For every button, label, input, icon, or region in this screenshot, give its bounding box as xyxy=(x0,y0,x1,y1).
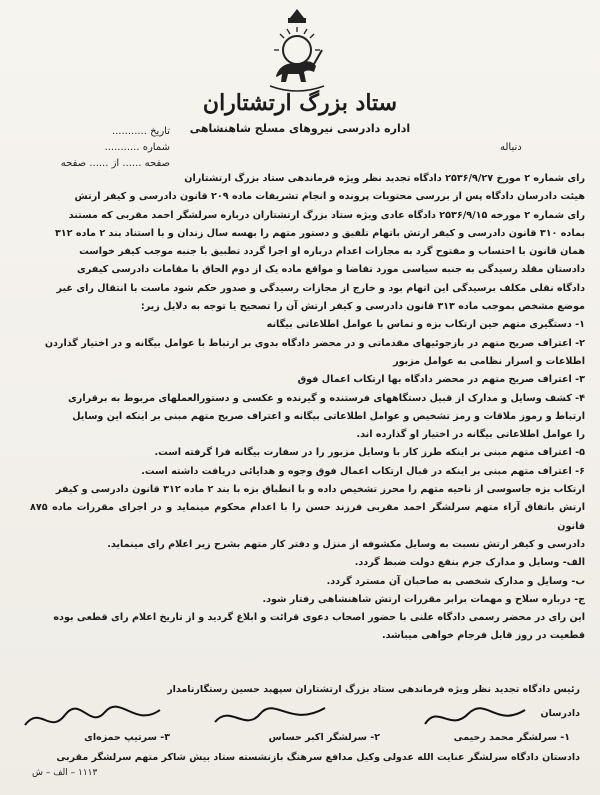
letter-meta xyxy=(50,126,170,174)
body-line: ج- درباره سلاح و مهمات برابر مقررات ارتش شاهنشاهی رفتار شود. xyxy=(262,593,585,605)
organization-title: ستاد بزرگ ارتشتاران xyxy=(202,90,398,116)
body-line: ارتباط و رموز ملاقات و رمز تشخیص و عوامل اطلاعاتی بیگانه و اعتراف صریح متهم مبنی بر اینکه این وسایل xyxy=(72,410,585,422)
body-line: ارتش باتفاق آراء متهم سرلشگر احمد مقربی فرزند حسن را با اعدام محکوم مینماید و در اجرای مقررات ماده ۸۷۵ قانون xyxy=(30,502,585,532)
body-line: ارتکاب بزه جاسوسی از ناحیه متهم را محرز تشخیص داده و با انطباق بزه با بند ۲ ماده ۳۱۲ قانون دادرسی و کیفر xyxy=(55,484,585,496)
body-line: را عوامل اطلاعاتی بیگانه در اختیار او گذارده اند. xyxy=(356,429,585,441)
date-field: تاریخ ........... xyxy=(111,126,170,137)
body-line: اطلاعات و اسرار نظامی به عوامل مزبور xyxy=(393,355,585,367)
body-line: دادستان مقلد رسیدگی به جنبه سیاسی مورد تقاضا و مواقع ماده یک از دوم الحاق با مقامات دادرسی کیفری xyxy=(77,264,585,276)
department-subtitle: اداره دادرسی نیروهای مسلح شاهنشاهی xyxy=(189,122,411,135)
body-line: این رای در محضر رسمی دادگاه علنی با حضور اصحاب دعوی قرائت و ابلاغ گردید و از تاریخ اعلام رای قطعی بوده xyxy=(53,612,585,624)
judge-1: ۱- سرلشگر محمد رحیمی xyxy=(453,732,570,743)
body-line: ۲- اعتراف صریح متهم در بازجوئیهای مقدماتی و در محضر دادگاه بدوی بر ارتباط با عوامل بیگانه و در اختیار گذاردن xyxy=(44,337,585,349)
body-line: ۵- اعتراف متهم مبنی بر اینکه طرز کار با وسایل مزبور را در سفارت بیگانه فرا گرفته است. xyxy=(154,447,585,459)
number-field: شماره ........... xyxy=(104,142,170,153)
body-line: موضع مشخص بموجب ماده ۳۱۳ قانون دادرسی و کیفر ارتش آن را تصحیح یا توجه به دلایل زیر: xyxy=(140,301,585,313)
body-line: ۳- اعتراف صریح متهم در محضر دادگاه بها ارتکاب اعمال فوق xyxy=(297,374,585,386)
body-line: رای شماره ۲ مورخه ۲۵۳۶/۹/۱۵ دادگاه عادی ویژه ستاد بزرگ ارتشتاران درباره سرلشگر احمد مقربی که مستند xyxy=(68,209,585,221)
signature-scribble-icon xyxy=(210,700,330,736)
body-line: الف- وسایل و مدارک جرم بنفع دولت ضبط گردد. xyxy=(354,557,585,569)
judges-label: دادرسان xyxy=(540,708,580,719)
signature-block xyxy=(20,684,590,790)
body-line: قطعیت در روز قابل فرجام خواهی میباشد. xyxy=(381,630,585,642)
body-line: رای شماره ۲ مورخ ۲۵۳۶/۹/۲۷ دادگاه تجدید نظر ویژه فرماندهی ستاد بزرگ ارتشتاران xyxy=(184,173,585,184)
body-line: ب- وسایل و مدارک شخصی به صاحبان آن مسترد گردد. xyxy=(326,575,585,587)
body-line: ۱- دستگیری متهم حین ارتکاب بزه و تماس با عوامل اطلاعاتی بیگانه xyxy=(266,319,585,331)
page-field: صفحه ...... از ...... صفحه xyxy=(60,158,170,169)
body-line: ۶- اعتراف متهم مبنی بر اینکه در قبال ارتکاب اعمال فوق وجوه و هدایائی دریافت داشته است. xyxy=(141,465,585,477)
chief-judge-line: رئیس دادگاه تجدید نظر ویژه فرماندهی ستاد بزرگ ارتشتاران سپهبد حسین رستگارنامدار xyxy=(167,684,580,695)
judge-2: ۲- سرلشگر اکبر حساس xyxy=(268,732,380,743)
body-line: هیئت دادرسان دادگاه پس از بررسی محتویات پرونده و انجام تشریفات ماده ۲۰۹ قانون دادرسی و کیفر ارتش xyxy=(74,191,585,203)
defender-line: وکیل مدافع سرهنگ بازنشسته ستاد بیش شاکر متهم سرلشگر مقربی xyxy=(56,752,380,763)
judge-3: ۳- سرتیپ حمزه‌ای xyxy=(84,732,170,743)
signature-scribble-icon xyxy=(420,698,530,736)
body-line: بماده ۳۱۰ قانون دادرسی و کیفر ارتش باتهام تلفیق و دستور متهم را بهسه سال زندان و با استناد بند ۲ ماده ۳۱۲ xyxy=(54,227,585,239)
verdict-body xyxy=(30,170,585,646)
body-line: دادرسی و کیفر ارتش نسبت به وسایل مکشوفه از منزل و دفتر کار متهم بشرح زیر اعلام رای مینماید. xyxy=(107,538,585,550)
body-line: دادگاه نقلی مکلف برسیدگی این اتهام بود و خارج از مجازات رسیدگی و صدور حکم شود ماست با انتقال رای غیر xyxy=(56,282,585,294)
signature-scribble-icon xyxy=(20,700,170,740)
followup-label: دنباله xyxy=(500,142,522,153)
body-line: همان قانون با احتساب و مفتوح گرد به مجازات اعدام درباره او اجرا گردد تطبیق با جنبه موجب کیفر خواست xyxy=(79,246,585,258)
prosecutor-line: دادستان دادگاه سرلشگر عنایت الله عدولی xyxy=(382,752,580,763)
lion-and-sun-emblem-icon xyxy=(266,6,328,92)
body-line: ۴- کشف وسایل و مدارک از قبیل دستگاههای فرستنده و گیرنده و عکسی و دستورالعملهای مربوط به برقراری xyxy=(68,392,585,404)
document-code: ۱۱۱۳ – الف – ش xyxy=(32,768,98,778)
